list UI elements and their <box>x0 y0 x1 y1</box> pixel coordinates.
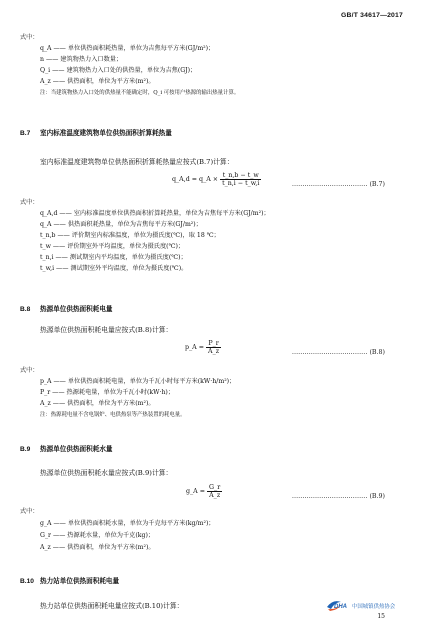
formula-b8 <box>185 340 221 355</box>
where-label: 式中： <box>20 34 39 41</box>
formula-fraction <box>220 172 261 187</box>
section-title: 热源单位供热面积耗电量 <box>40 306 113 313</box>
formula-numerator: G_r <box>209 484 221 491</box>
formula-intro: 室内标准温度建筑物单位供热面积折算耗热量应按式(B.7)计算： <box>40 158 234 166</box>
chinese-heating-association-logo <box>325 597 395 611</box>
where-item: n —— 建筑物热力入口数量； <box>40 56 123 63</box>
section-number: B.10 <box>20 578 34 585</box>
formula-b7 <box>172 172 261 187</box>
where-item: A_z —— 供热面积，单位为平方米(m²)。 <box>40 544 155 551</box>
formula-denominator: t_n,i − t_w,i <box>222 180 260 187</box>
logo-text: 中国城镇供热协会 <box>352 604 395 610</box>
section-number: B.9 <box>20 446 31 453</box>
section-title: 热源单位供热面积耗水量 <box>40 446 113 453</box>
where-item: q_A —— 单位供热面积耗热量，单位为吉焦每平方米(GJ/m²)； <box>40 45 215 52</box>
where-item: t_w —— 评价期室外平均温度，单位为摄氏度(℃)； <box>40 243 185 250</box>
formula-lhs: q_A,d = q_A × <box>172 176 219 183</box>
where-label: 式中： <box>20 508 39 515</box>
where-item: A_z —— 供热面积，单位为平方米(m²)。 <box>40 400 155 407</box>
section-number: B.7 <box>20 130 31 137</box>
where-item: g_A —— 单位供热面积耗水量，单位为千克每平方米(kg/m²)； <box>40 520 215 527</box>
where-label: 式中： <box>20 367 39 374</box>
where-item: t_n,b —— 评价期室内标准温度，单位为摄氏度(℃)，取 18 ℃； <box>40 232 220 239</box>
formula-numerator: t_n,b − t_w <box>220 172 261 180</box>
formula-fraction <box>206 340 221 355</box>
formula-lhs: g_A = <box>186 488 206 495</box>
formula-tag: ……………………………… (B.8) <box>291 349 385 356</box>
svg-text:DHA: DHA <box>334 604 347 610</box>
where-item: p_A —— 单位供热面积耗电量，单位为千瓦小时每平方米(kW·h/m²)； <box>40 378 236 385</box>
formula-lhs: p_A = <box>185 344 205 351</box>
where-item: G_r —— 热源耗水量，单位为千克(kg)； <box>40 532 155 539</box>
document-header: GB/T 34617—2017 <box>341 12 403 19</box>
formula-numerator: P_r <box>206 340 221 348</box>
formula-intro: 热源单位供热面积耗电量应按式(B.8)计算： <box>40 326 173 334</box>
section-heading-b7 <box>20 127 172 137</box>
section-heading-b10 <box>20 575 119 585</box>
where-item: q_A,d —— 室内标准温度单位供热面积折算耗热量，单位为吉焦每平方米(GJ/m²)； <box>40 210 270 217</box>
where-item: t_w,i —— 测试期室外平均温度，单位为摄氏度(℃)。 <box>40 265 188 272</box>
formula-tag: ……………………………… (B.9) <box>291 493 385 500</box>
section-number: B.8 <box>20 306 31 313</box>
formula-denominator: A_z <box>208 348 220 355</box>
formula-tag: ……………………………… (B.7) <box>291 181 385 188</box>
section-title: 室内标准温度建筑物单位供热面积折算耗热量 <box>40 130 172 137</box>
formula-b9 <box>186 484 222 499</box>
page-number: 15 <box>377 613 385 620</box>
note: 注：热源耗电量不含电锅炉、电供热泵等产热装置的耗电量。 <box>40 412 186 418</box>
formula-intro: 热源单位供热面积耗水量应按式(B.9)计算： <box>40 469 173 477</box>
section-heading-b8 <box>20 303 113 313</box>
formula-intro: 热力站单位供热面积耗电量应按式(B.10)计算： <box>40 602 184 610</box>
where-item: P_r —— 热源耗电量，单位为千瓦小时(kW·h)； <box>40 389 175 396</box>
where-item: t_n,i —— 测试期室内平均温度，单位为摄氏度(℃)； <box>40 254 187 261</box>
note: 注：当建筑物热力入口处的供热量不能确定时，Q_i 可按用户热源的输出热量计算。 <box>40 90 240 96</box>
where-item: A_z —— 供热面积，单位为平方米(m²)。 <box>40 78 155 85</box>
section-heading-b9 <box>20 443 113 453</box>
formula-fraction <box>207 484 222 499</box>
where-item: q_A —— 供热面积耗热量，单位为吉焦每平方米(GJ/m²)； <box>40 221 202 228</box>
formula-denominator: A_z <box>209 492 221 499</box>
where-label: 式中： <box>20 199 39 206</box>
where-item: Q_i —— 建筑物热力入口处的供热量，单位为吉焦(GJ)； <box>40 67 197 74</box>
section-title: 热力站单位供热面积耗电量 <box>40 578 120 585</box>
logo-icon <box>325 598 395 612</box>
